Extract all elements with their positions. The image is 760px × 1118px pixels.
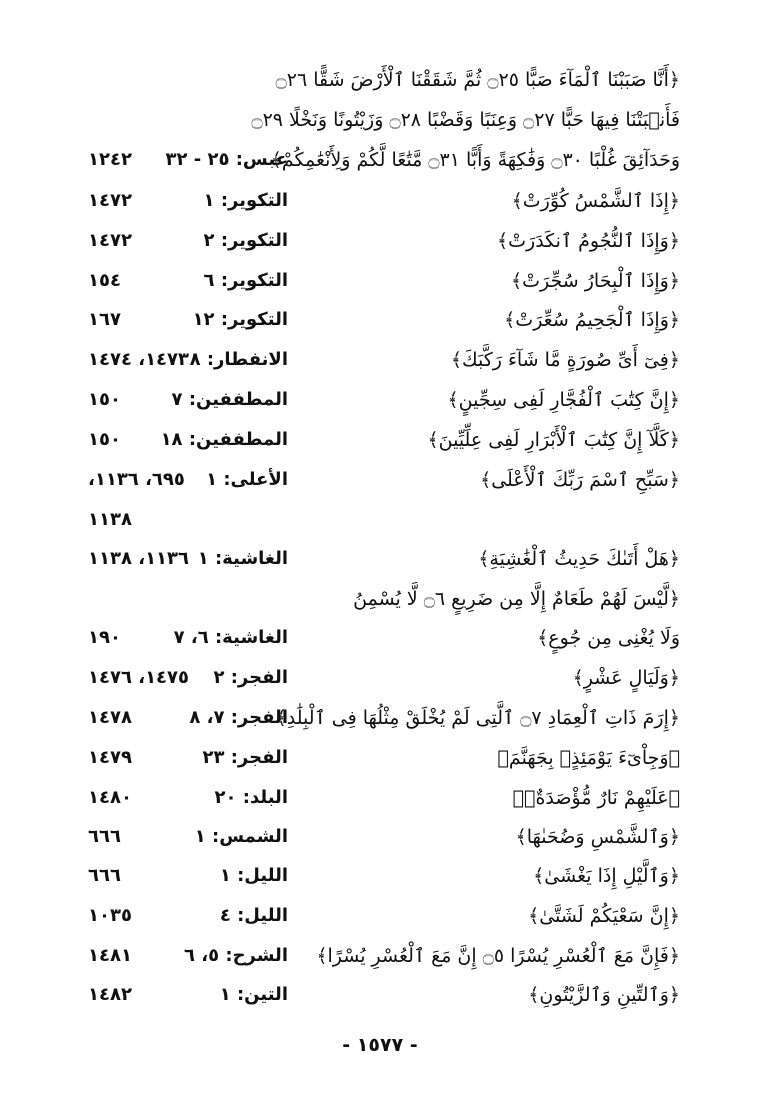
surah-reference: الفجر: ٧، ٨: [189, 707, 288, 728]
surah-reference: الشرح: ٥، ٦: [184, 945, 288, 966]
surah-reference: عبس: ٢٥ - ٣٢: [165, 149, 288, 170]
index-row: [60, 225, 680, 257]
page-numbers: ١٢٤٢: [88, 149, 132, 170]
page-numbers: ١٦٧: [88, 309, 121, 330]
page-numbers: ١٤٧٩: [88, 747, 132, 768]
index-row: [60, 782, 680, 814]
verse-text: ﴿وَٱلتِّينِ وَٱلزَّيْتُونِ﴾: [528, 984, 680, 1006]
index-row: [60, 424, 680, 456]
page-numbers: ١٤٧٣، ١٤٧٤: [88, 349, 190, 370]
verse-text: وَحَدَآئِقَ غُلْبًا ۝٣٠ وَفَٰكِهَةً وَأَبًّا ۝٣١ مَّتَٰعًا لَّكُمْ وَلِأَنْعَٰمِكُمْ﴾: [270, 149, 680, 171]
verse-text: ﴿أَنَّا صَبَبْنَا ٱلْمَآءَ صَبًّا ۝٢٥ ثُمَّ شَقَقْنَا ٱلْأَرْضَ شَقًّا ۝٢٦: [275, 69, 680, 91]
verse-text: ﴿لَّيْسَ لَهُمْ طَعَامٌ إِلَّا مِن ضَرِيعٍ ۝٦ لَّا يُسْمِنُ: [353, 588, 680, 610]
verse-text: ﴿وَإِذَا ٱلْجَحِيمُ سُعِّرَتْ﴾: [504, 309, 680, 331]
index-row: [60, 979, 680, 1011]
page-numbers: ١١٣٨: [88, 509, 132, 530]
verse-text: ﴿فِىٓ أَىِّ صُورَةٍ مَّا شَآءَ رَكَّبَكَ﴾: [450, 349, 680, 371]
page-numbers: ١٩٠: [88, 627, 121, 648]
verse-text: ﴿إِذَا ٱلشَّمْسُ كُوِّرَتْ﴾: [511, 190, 680, 212]
surah-reference: الغاشية: ١: [197, 548, 288, 569]
surah-reference: الغاشية: ٦، ٧: [173, 627, 288, 648]
index-row: [60, 64, 680, 96]
page-numbers: ١٤٨١: [88, 945, 132, 966]
surah-reference: المطففين: ١٨: [160, 429, 288, 450]
index-row: [60, 583, 680, 615]
index-row: [60, 504, 680, 536]
index-row: [60, 304, 680, 336]
surah-reference: الأعلى: ١: [206, 469, 288, 490]
index-row: [60, 900, 680, 932]
verse-text: ﴿وَٱلَّيْلِ إِذَا يَغْشَىٰ﴾: [533, 865, 680, 887]
index-row: [60, 543, 680, 575]
index-row: [60, 185, 680, 217]
page-number-footer: - ١٥٧٧ -: [342, 1034, 418, 1056]
page-numbers: ٦٦٦: [88, 826, 121, 847]
surah-reference: الليل: ١: [219, 865, 288, 886]
verse-text: ﴿إِرَمَ ذَاتِ ٱلْعِمَادِ ۝٧ ٱلَّتِى لَمْ يُخْلَقْ مِثْلُهَا فِى ٱلْبِلَٰدِ﴾: [275, 707, 680, 729]
surah-reference: الانفطار: ٨: [189, 349, 288, 370]
index-row: [60, 702, 680, 734]
verse-text: ﴿وَلَيَالٍ عَشْرٍ﴾: [572, 667, 680, 689]
page-numbers: ٦٩٥، ١١٣٦،: [88, 469, 185, 490]
surah-reference: التكوير: ٦: [203, 270, 288, 291]
page-numbers: ١٤٧٨: [88, 707, 132, 728]
surah-reference: التكوير: ١٢: [192, 309, 288, 330]
index-row: [60, 144, 680, 176]
page-numbers: ١١٣٦، ١١٣٨: [88, 548, 190, 569]
verse-text: وَلَا يُغْنِى مِن جُوعٍ﴾: [537, 627, 680, 649]
verse-text: ﴿وَٱلشَّمْسِ وَضُحَىٰهَا﴾: [515, 826, 680, 848]
index-row: [60, 860, 680, 892]
index-row: [60, 104, 680, 136]
page-numbers: ٦٦٦: [88, 865, 121, 886]
verse-text: ﴿إِنَّ كِتَٰبَ ٱلْفُجَّارِ لَفِى سِجِّينٍ﴾: [447, 389, 680, 411]
surah-reference: الفجر: ٢٣: [202, 747, 288, 768]
verse-text: فَأَنۢبَتْنَا فِيهَا حَبًّا ۝٢٧ وَعِنَبًا وَقَضْبًا ۝٢٨ وَزَيْتُونًا وَنَخْلًا ۝٢٩: [251, 109, 680, 131]
surah-reference: التكوير: ١: [203, 190, 288, 211]
index-row: [60, 940, 680, 972]
page-numbers: ١٠٣٥: [88, 905, 132, 926]
verse-text: ﴿وَجِاْىٓءَ يَوْمَئِذٍۭ بِجَهَنَّمَ﴾: [497, 747, 680, 769]
surah-reference: المطففين: ٧: [171, 389, 288, 410]
page-numbers: ١٥٤: [88, 270, 121, 291]
verse-text: ﴿إِنَّ سَعْيَكُمْ لَشَتَّىٰ﴾: [528, 905, 680, 927]
surah-reference: البلد: ٢٠: [214, 787, 288, 808]
page-numbers: ١٤٧٢: [88, 190, 132, 211]
index-row: [60, 662, 680, 694]
surah-reference: الليل: ٤: [219, 905, 288, 926]
index-row: [60, 821, 680, 853]
page-numbers: ١٥٠: [88, 429, 121, 450]
verse-text: ﴿سَبِّحِ ٱسْمَ رَبِّكَ ٱلْأَعْلَى﴾: [480, 469, 680, 491]
index-row: [60, 742, 680, 774]
verse-text: ﴿هَلْ أَتَىٰكَ حَدِيثُ ٱلْغَٰشِيَةِ﴾: [478, 548, 680, 570]
index-row: [60, 384, 680, 416]
index-row: [60, 344, 680, 376]
page-numbers: ١٤٧٢: [88, 230, 132, 251]
page-numbers: ١٥٠: [88, 389, 121, 410]
verse-text: ﴿وَإِذَا ٱلْبِحَارُ سُجِّرَتْ﴾: [511, 270, 680, 292]
page-numbers: ١٤٨٢: [88, 984, 132, 1005]
verse-text: ﴿عَلَيْهِمْ نَارٌ مُّؤْصَدَةٌۢ﴾: [512, 787, 680, 809]
surah-reference: الفجر: ٢: [213, 667, 288, 688]
verse-text: ﴿فَإِنَّ مَعَ ٱلْعُسْرِ يُسْرًا ۝٥ إِنَّ مَعَ ٱلْعُسْرِ يُسْرًا﴾: [316, 945, 680, 967]
index-row: [60, 622, 680, 654]
page-numbers: ١٤٨٠: [88, 787, 132, 808]
verse-text: ﴿وَإِذَا ٱلنُّجُومُ ٱنكَدَرَتْ﴾: [497, 230, 680, 252]
page-numbers: ١٤٧٥، ١٤٧٦: [88, 667, 190, 688]
verse-text: ﴿كَلَّآ إِنَّ كِتَٰبَ ٱلْأَبْرَارِ لَفِى عِلِّيِّينَ﴾: [427, 429, 680, 451]
surah-reference: التكوير: ٢: [203, 230, 288, 251]
index-row: [60, 464, 680, 496]
surah-reference: التين: ١: [219, 984, 288, 1005]
index-row: [60, 265, 680, 297]
surah-reference: الشمس: ١: [194, 826, 288, 847]
